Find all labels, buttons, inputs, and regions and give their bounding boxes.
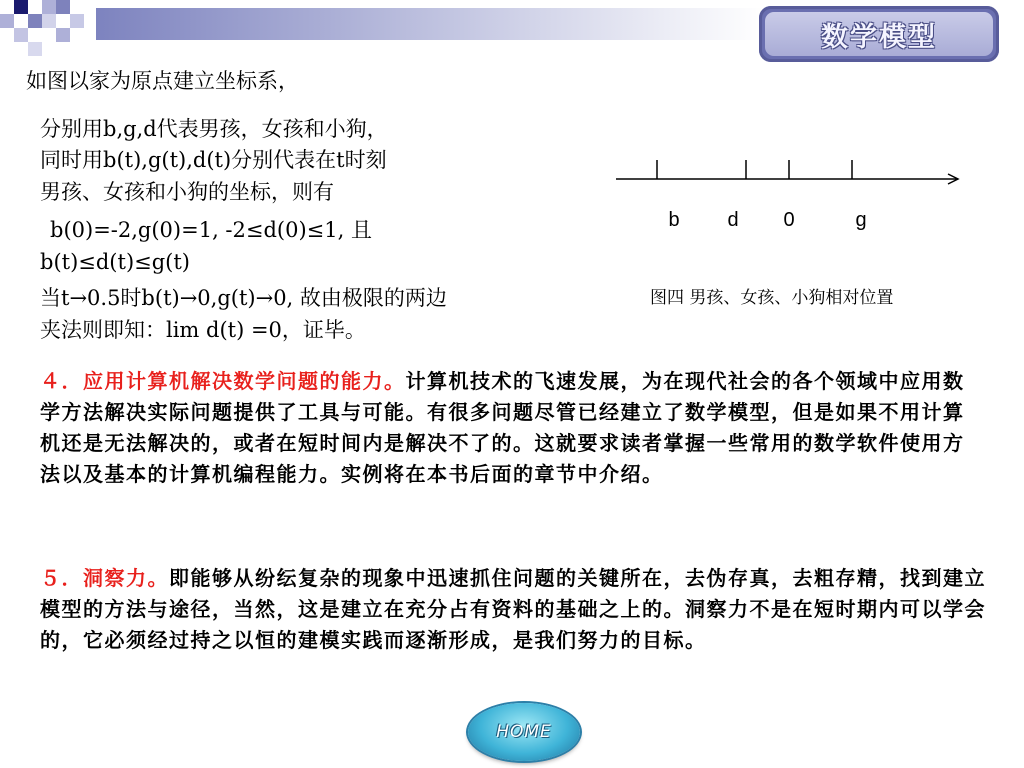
proof-line: 夹法则即知：lim d(t) =0，证毕。 <box>40 318 366 342</box>
section-5-heading: ５．洞察力。 <box>40 566 169 590</box>
label-b: b <box>668 209 680 231</box>
deco-square <box>56 28 70 42</box>
figure-caption: 图四 男孩、女孩、小狗相对位置 <box>650 288 894 308</box>
title-banner-inner <box>765 12 993 56</box>
section-4-heading: ４．应用计算机解决数学问题的能力。 <box>40 369 406 393</box>
section-4-paragraph <box>40 366 970 490</box>
home-button[interactable] <box>468 703 580 761</box>
deco-square <box>28 14 42 28</box>
header-gradient-bar <box>96 8 764 40</box>
intro-text: 如图以家为原点建立坐标系， <box>26 69 299 93</box>
deco-square <box>42 14 56 28</box>
proof-line: 男孩、女孩和小狗的坐标，则有 <box>40 180 334 204</box>
deco-square <box>42 0 56 14</box>
proof-line: b(t)≤d(t)≤g(t) <box>40 250 190 274</box>
deco-square <box>0 14 14 28</box>
deco-square <box>28 42 42 56</box>
title-banner <box>759 6 999 62</box>
label-g: g <box>855 209 867 231</box>
label-0: 0 <box>783 209 795 231</box>
proof-line: b(0)=-2,g(0)=1, -2≤d(0)≤1, 且 <box>50 218 372 242</box>
section-4-body: 计算机技术的飞速发展，为在现代社会的各个领域中应用数学方法解决实际问题提供了工具与可能。有很多问题尽管已经建立了数学模型，但是如果不用计算机还是无法解决的，或者在短时间内是解决不了的。这就要求读者掌握一些常用的数学软件使用方法以及基本的计算机编程能力。实例将在本书后面的章节中介绍。 <box>40 369 965 486</box>
label-d: d <box>727 209 739 231</box>
deco-square <box>70 14 84 28</box>
deco-square <box>14 28 28 42</box>
proof-line: 分别用b,g,d代表男孩，女孩和小狗， <box>40 117 388 141</box>
section-5-body: 即能够从纷纭复杂的现象中迅速抓住问题的关键所在，去伪存真，去粗存精，找到建立模型的方法与途径，当然，这是建立在充分占有资料的基础之上的。洞察力不是在短时期内可以学会的，它必须经过持之以恒的建模实践而逐渐形成，是我们努力的目标。 <box>40 566 986 652</box>
home-button-label: HOME <box>496 722 552 742</box>
proof-line: 同时用b(t),g(t),d(t)分别代表在t时刻 <box>40 148 387 172</box>
section-5-paragraph <box>40 563 990 656</box>
deco-square <box>14 0 28 14</box>
page-title: 数学模型 <box>821 21 937 53</box>
deco-square <box>0 0 14 14</box>
proof-line: 当t→0.5时b(t)→0,g(t)→0, 故由极限的两边 <box>40 286 447 310</box>
deco-square <box>56 0 70 14</box>
